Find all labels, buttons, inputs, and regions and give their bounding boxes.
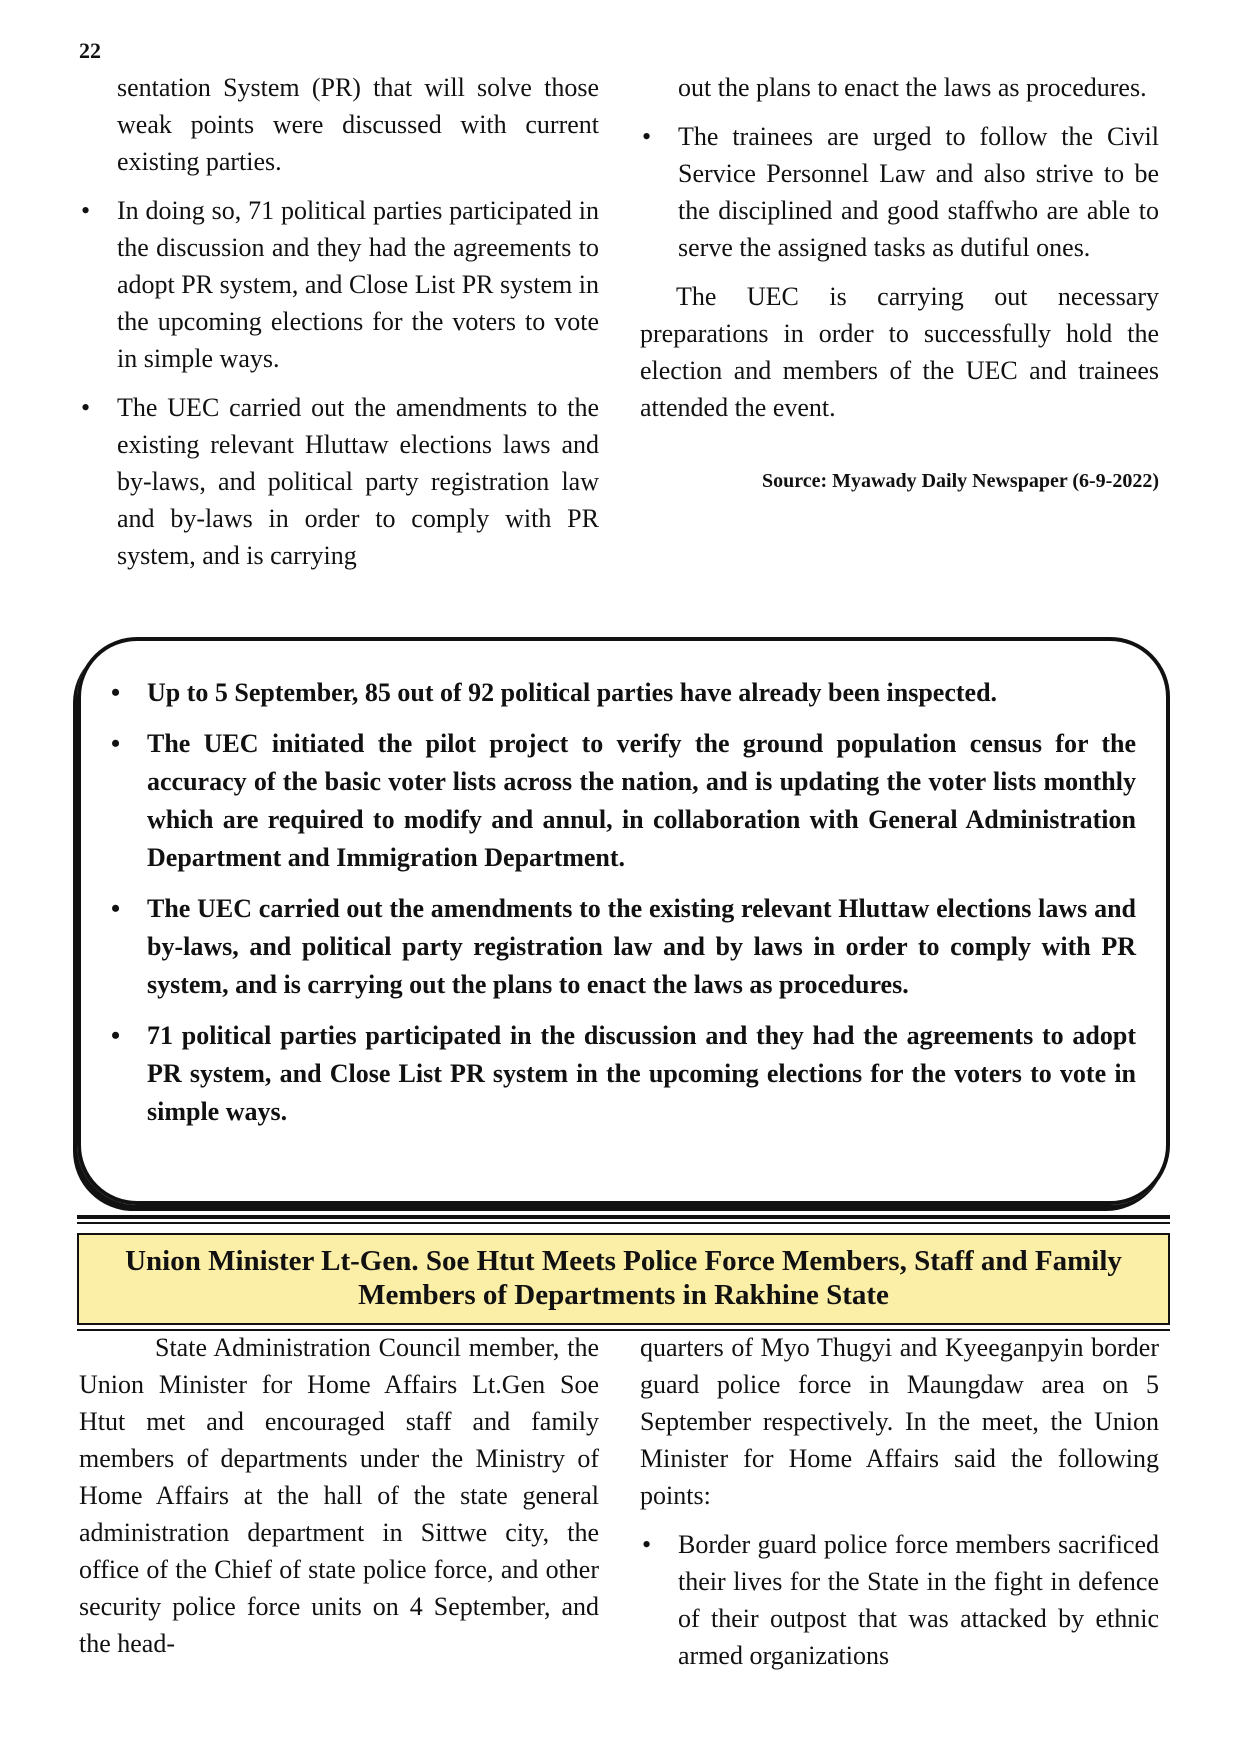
article-right-column	[640, 1329, 1159, 1674]
list-item: • 71 political parties participated in the discussion and they had the agreements to adopt PR system, and Close List PR system in the upcoming elections for the voters to vote in simple ways.	[109, 1017, 1136, 1131]
top-right-column	[640, 69, 1159, 494]
top-left-bullet-list	[79, 192, 599, 574]
article-left-column	[79, 1329, 599, 1662]
page-number: 22	[79, 38, 101, 63]
list-item: • The trainees are urged to follow the Civil Service Personnel Law and also strive to be the disciplined and good staffwho are able to serve the assigned tasks as dutiful ones.	[640, 118, 1159, 266]
source-citation: Source: Myawady Daily Newspaper (6-9-2022)	[761, 470, 1159, 492]
headline-line: Union Minister Lt-Gen. Soe Htut Meets Police Force Members, Staff and Family	[125, 1245, 1122, 1277]
callout-bullet-list	[109, 674, 1136, 1131]
body-paragraph: State Administration Council member, the Union Minister for Home Affairs Lt.Gen Soe Htut met and encouraged staff and family members of departments under the Ministry of Home Affairs at the hall of the state general administration department in Sittwe city, the office of the Chief of state police force, and other security police force units on 4 September, and the head-	[79, 1333, 599, 1658]
top-left-column	[79, 69, 599, 574]
divider-rule	[77, 1222, 1170, 1224]
summary-callout-box	[77, 637, 1170, 1205]
list-item: • Up to 5 September, 85 out of 92 political parties have already been inspected.	[109, 674, 1136, 712]
body-paragraph: quarters of Myo Thugyi and Kyeeganpyin border guard police force in Maungdaw area on 5 September respectively. In the meet, the Union Minister for Home Affairs said the following points:	[640, 1333, 1159, 1510]
list-item: • In doing so, 71 political parties participated in the discussion and they had the agreements to adopt PR system, and Close List PR system in the upcoming elections for the voters to vote in simple ways.	[79, 192, 599, 377]
list-item: • The UEC carried out the amendments to the existing relevant Hluttaw elections laws and by-laws, and political party registration law and by laws in order to comply with PR system, and is carrying out the plans to enact the laws as procedures.	[109, 890, 1136, 1004]
list-item: • Border guard police force members sacrificed their lives for the State in the fight in defence of their outpost that was attacked by ethnic armed organizations	[640, 1526, 1159, 1674]
top-right-bullet-list	[640, 118, 1159, 266]
list-item: • The UEC initiated the pilot project to verify the ground population census for the accuracy of the basic voter lists across the nation, and is updating the voter lists monthly which are required to modify and annul, in collaboration with General Administration Department and Immigration Department.	[109, 725, 1136, 877]
headline-line: Members of Departments in Rakhine State	[358, 1279, 889, 1311]
divider-rule	[77, 1215, 1170, 1219]
continuation-paragraph: out the plans to enact the laws as procedures.	[678, 73, 1147, 102]
list-item: • The UEC carried out the amendments to the existing relevant Hluttaw elections laws and by-laws, and political party registration law and by-laws in order to comply with PR system, and is carrying	[79, 389, 599, 574]
continuation-paragraph: sentation System (PR) that will solve those weak points were discussed with current existing parties.	[117, 73, 599, 176]
article-headline	[77, 1233, 1170, 1325]
body-paragraph: The UEC is carrying out necessary preparations in order to successfully hold the election and members of the UEC and trainees attended the event.	[640, 282, 1159, 422]
article-bullet-list	[640, 1526, 1159, 1674]
